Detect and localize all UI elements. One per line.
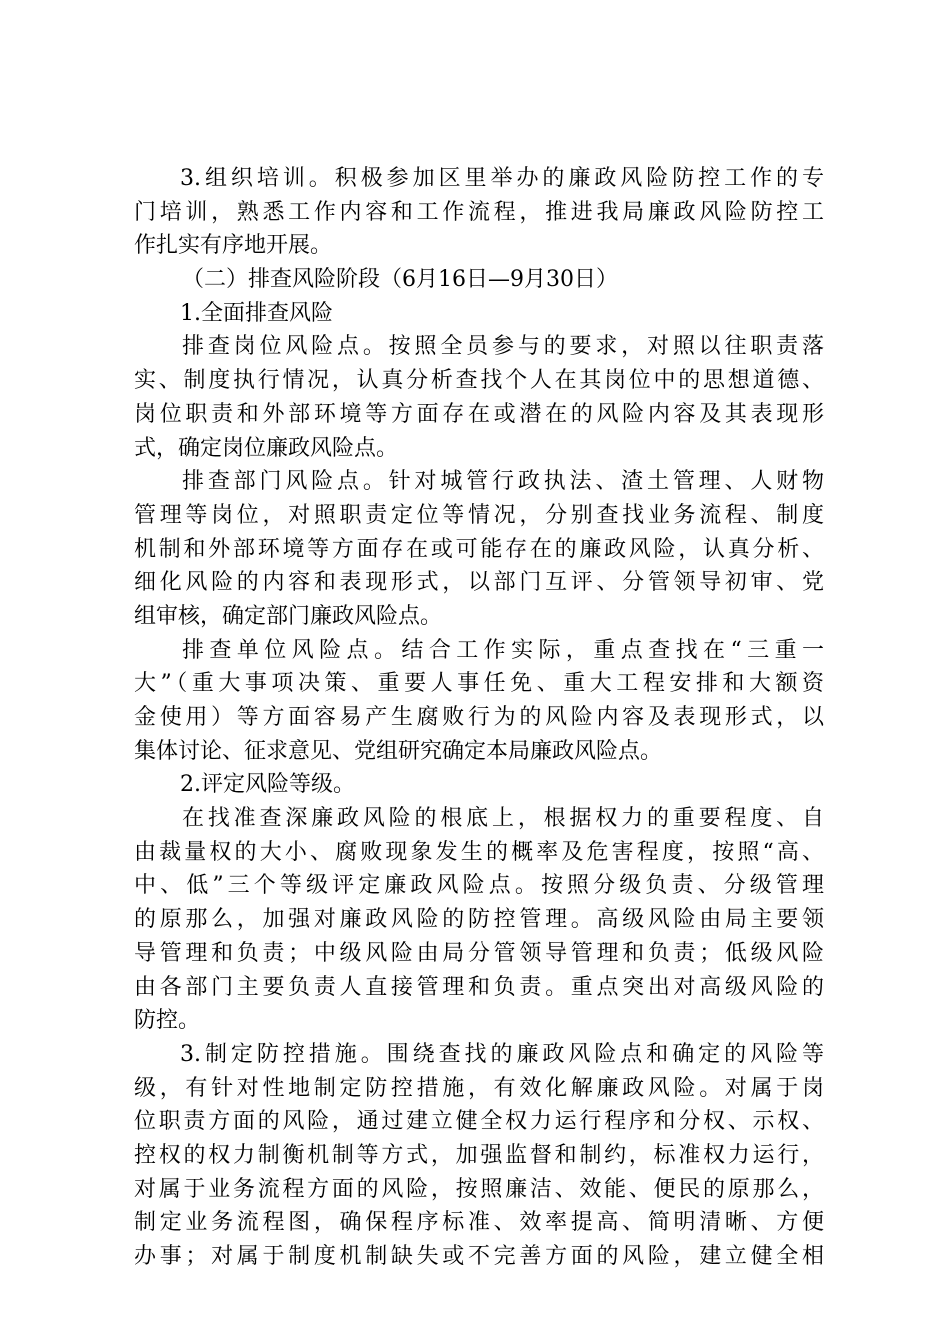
subsection-heading: 2.评定风险等级。 xyxy=(180,772,355,798)
paragraph-line: 对属于业务流程方面的风险，按照廉洁、效能、便民的原那么， xyxy=(134,1176,824,1202)
paragraph-line: 岗位职责和外部环境等方面存在或潜在的风险内容及其表现形 xyxy=(134,401,824,427)
paragraph-line: 集体讨论、征求意见、党组研究确定本局廉政风险点。 xyxy=(134,738,663,764)
paragraph-line: 控权的权力制衡机制等方式，加强监督和制约，标准权力运行， xyxy=(134,1142,824,1168)
paragraph-line: 管理等岗位，对照职责定位等情况，分别查找业务流程、制度 xyxy=(134,502,824,528)
paragraph-line: 防控。 xyxy=(134,1008,201,1034)
paragraph-line: 排查部门风险点。针对城管行政执法、渣土管理、人财物 xyxy=(182,469,824,495)
paragraph-line: 导管理和负责；中级风险由局分管领导管理和负责；低级风险 xyxy=(134,940,824,966)
paragraph-line: 细化风险的内容和表现形式，以部门互评、分管领导初审、党 xyxy=(134,570,824,596)
paragraph-line: 由裁量权的大小、腐败现象发生的概率及危害程度，按照“高、 xyxy=(134,839,824,865)
document-body xyxy=(134,162,824,1274)
paragraph-line: 制定业务流程图，确保程序标准、效率提高、简明清晰、方便 xyxy=(134,1210,824,1236)
section-heading: （二）排查风险阶段（6月16日—9月30日） xyxy=(182,267,618,293)
paragraph-line: 实、制度执行情况，认真分析查找个人在其岗位中的思想道德、 xyxy=(134,368,824,394)
subsection-heading: 1.全面排查风险 xyxy=(180,300,333,326)
paragraph-line: 机制和外部环境等方面存在或可能存在的廉政风险，认真分析、 xyxy=(134,536,824,562)
paragraph-line: 3.制定防控措施。围绕查找的廉政风险点和确定的风险等 xyxy=(180,1041,824,1067)
paragraph-line: 中、低”三个等级评定廉政风险点。按照分级负责、分级管理 xyxy=(134,873,824,899)
paragraph-line: 排查岗位风险点。按照全员参与的要求，对照以往职责落 xyxy=(182,334,824,360)
paragraph-line: 在找准查深廉政风险的根底上，根据权力的重要程度、自 xyxy=(182,806,824,832)
paragraph-line: 办事；对属于制度机制缺失或不完善方面的风险，建立健全相 xyxy=(134,1244,824,1269)
paragraph-line: 组审核，确定部门廉政风险点。 xyxy=(134,603,443,629)
paragraph-line: 3.组织培训。积极参加区里举办的廉政风险防控工作的专 xyxy=(180,166,824,191)
paragraph-line: 门培训，熟悉工作内容和工作流程，推进我局廉政风险防控工 xyxy=(134,199,824,225)
paragraph-line: 金使用）等方面容易产生腐败行为的风险内容及表现形式，以 xyxy=(134,705,824,730)
paragraph-line: 由各部门主要负责人直接管理和负责。重点突出对高级风险的 xyxy=(134,974,824,1000)
paragraph-line: 的原那么，加强对廉政风险的防控管理。高级风险由局主要领 xyxy=(134,907,824,933)
paragraph-line: 作扎实有序地开展。 xyxy=(134,233,333,259)
paragraph-line: 排查单位风险点。结合工作实际，重点查找在“三重一 xyxy=(182,637,824,663)
paragraph-line: 级，有针对性地制定防控措施，有效化解廉政风险。对属于岗 xyxy=(134,1075,824,1101)
paragraph-line: 位职责方面的风险，通过建立健全权力运行程序和分权、示权、 xyxy=(134,1109,824,1135)
paragraph-line: 式，确定岗位廉政风险点。 xyxy=(134,435,399,461)
paragraph-line: 大”（重大事项决策、重要人事任免、重大工程安排和大额资 xyxy=(134,671,824,697)
